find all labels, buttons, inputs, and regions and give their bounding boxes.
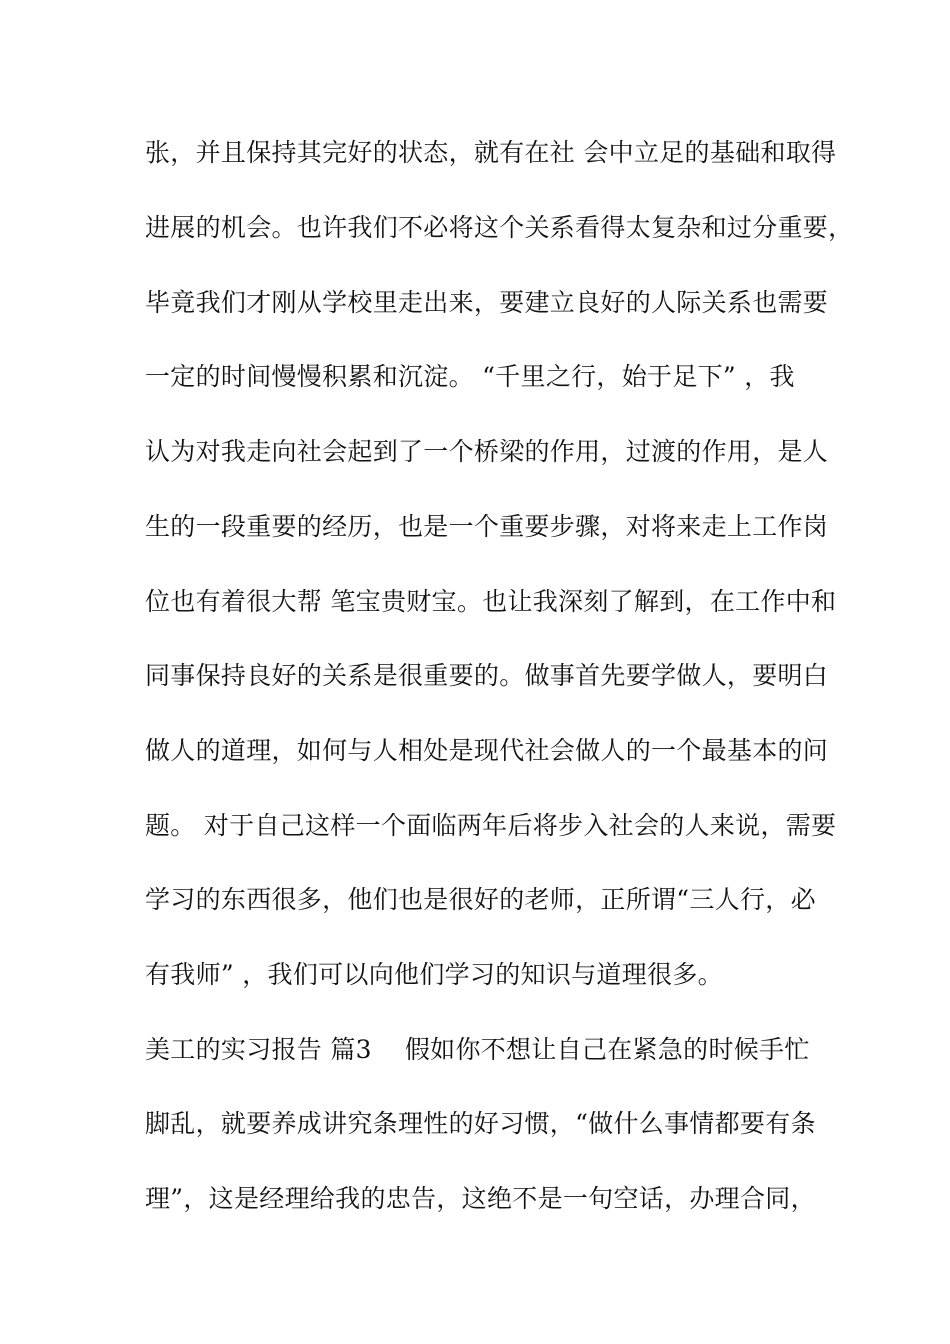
section-heading-line: 美工的实习报告 篇3 假如你不想让自己在紧急的时候手忙 — [145, 1035, 810, 1064]
text-line: 进展的机会。也许我们不必将这个关系看得太复杂和过分重要， — [145, 213, 854, 242]
text-line: 题。 对于自己这样一个面临两年后将步入社会的人来说，需要 — [145, 811, 837, 840]
text-line: 张，并且保持其完好的状态，就有在社 会中立足的基础和取得 — [145, 138, 837, 167]
text-line: 一定的时间慢慢积累和沉淀。 “千里之行，始于足下” ，我 — [145, 362, 795, 391]
text-line: 同事保持良好的关系是很重要的。做事首先要学做人，要明白 — [145, 661, 829, 690]
text-line: 毕竟我们才刚从学校里走出来，要建立良好的人际关系也需要 — [145, 288, 829, 317]
text-line: 做人的道理，如何与人相处是现代社会做人的一个最基本的问 — [145, 736, 829, 765]
text-line: 理”，这是经理给我的忠告，这绝不是一句空话，办理合同， — [145, 1184, 816, 1213]
text-line: 脚乱，就要养成讲究条理性的好习惯，“做什么事情都要有条 — [145, 1109, 816, 1138]
text-line: 认为对我走向社会起到了一个桥梁的作用，过渡的作用，是人 — [145, 437, 829, 466]
text-line: 生的一段重要的经历，也是一个重要步骤，对将来走上工作岗 — [145, 512, 829, 541]
text-line: 位也有着很大帮 笔宝贵财宝。也让我深刻了解到，在工作中和 — [145, 587, 837, 616]
text-line: 有我师” ，我们可以向他们学习的知识与道理很多。 — [145, 960, 723, 989]
text-line: 学习的东西很多，他们也是很好的老师，正所谓“三人行，必 — [145, 885, 816, 914]
